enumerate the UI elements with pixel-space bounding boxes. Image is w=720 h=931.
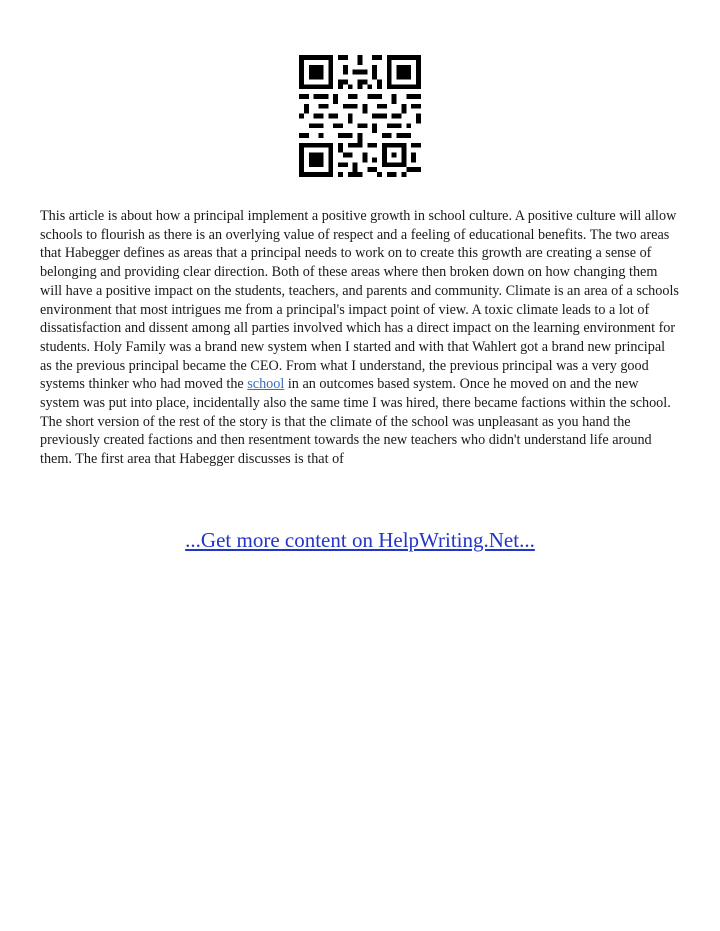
more-content-link[interactable]: ...Get more content on HelpWriting.Net... xyxy=(185,528,535,552)
article-text-after-link: in an outcomes based system. Once he moved on and the new system was put into place, incidentally also the same time I was hired, there became factions within the school. The short version of the rest of the story is that the climate of the school was unpleasant as you hand the previously created factions and then resentment towards the new teachers who didn't understand life around them. The first area that Habegger discusses is that of xyxy=(40,376,671,468)
qr-code xyxy=(299,55,421,177)
article-body xyxy=(40,207,680,469)
article-text-before-link: This article is about how a principal implement a positive growth in school culture. A positive culture will allow schools to flourish as there is an overlying value of respect and a feeling of educational benefits. The two areas that Habegger defines as areas that a principal needs to work on to create this growth are creating a sense of belonging and providing clear direction. Both of these areas where then broken down on how changing them will have a positive impact on the students, teachers, and parents and community. Climate is an area of a schools environment that most intrigues me from a principal's impact point of view. A toxic climate leads to a lot of dissatisfaction and dissent among all parties involved which has a direct impact on the learning environment for students. Holy Family was a brand new system when I started and with that Wahlert got a brand new principal as the previous principal became the CEO. From what I understand, the previous principal was a very good systems thinker who had moved the xyxy=(40,208,679,393)
qr-code-icon xyxy=(299,55,421,177)
more-content-container xyxy=(0,527,720,553)
school-link[interactable]: school xyxy=(247,376,285,393)
